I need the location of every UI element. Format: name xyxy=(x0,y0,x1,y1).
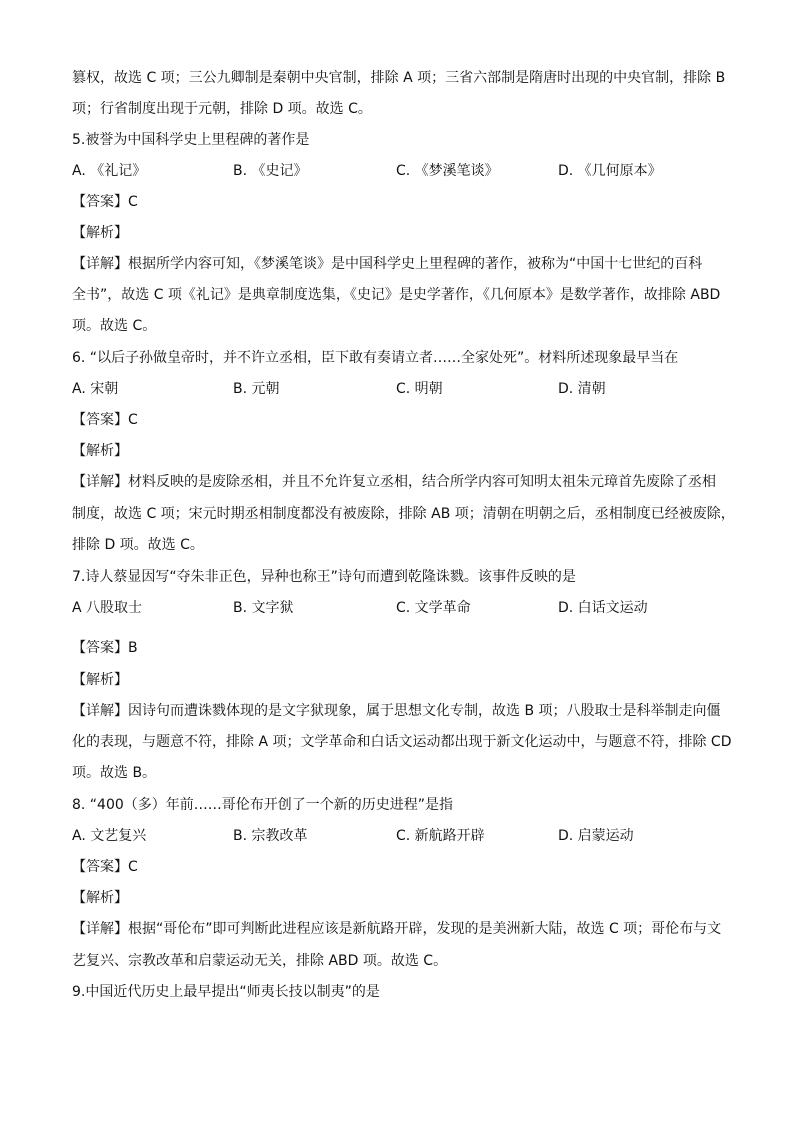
q5-option-c: C. 《梦溪笔谈》 xyxy=(396,163,499,179)
q7-detail-line: 化的表现，与题意不符，排除 A 项；文学革命和白话文运动都出现于新文化运动中，与题意不符，排除 CD xyxy=(72,734,732,750)
q6-option-a: A. 宋朝 xyxy=(72,381,119,397)
q7-option-d: D. 白话文运动 xyxy=(558,600,648,616)
question-6-stem: 6. “以后子孙做皇帝时，并不许立丞相，臣下敢有奏请立者……全家处死”。材料所述现象最早当在 xyxy=(72,350,679,366)
q7-detail-line: 【详解】因诗句而遭诛戮体现的是文字狱现象，属于思想文化专制，故选 B 项；八股取士是科举制走向僵 xyxy=(72,703,721,719)
question-9-stem: 9.中国近代历史上最早提出“师夷长技以制夷”的是 xyxy=(72,984,380,1000)
q8-option-d: D. 启蒙运动 xyxy=(558,828,634,844)
q5-analysis-label: 【解析】 xyxy=(72,225,128,241)
q6-detail-line: 排除 D 项。故选 C。 xyxy=(72,537,204,553)
q8-option-b: B. 宗教改革 xyxy=(233,828,308,844)
question-5-stem: 5.被誉为中国科学史上里程碑的著作是 xyxy=(72,132,310,148)
q8-option-c: C. 新航路开辟 xyxy=(396,828,485,844)
question-7-stem: 7.诗人蔡显因写“夺朱非正色，异种也称王”诗句而遭到乾隆诛戮。该事件反映的是 xyxy=(72,569,576,585)
q6-option-c: C. 明朝 xyxy=(396,381,443,397)
q6-detail-line: 【详解】材料反映的是废除丞相，并且不允许复立丞相，结合所学内容可知明太祖朱元璋首先废除了丞相 xyxy=(72,474,716,490)
q6-analysis-label: 【解析】 xyxy=(72,443,128,459)
q6-option-d: D. 清朝 xyxy=(558,381,606,397)
question-8-stem: 8. “400（多）年前……哥伦布开创了一个新的历史进程”是指 xyxy=(72,797,454,813)
q7-option-c: C. 文学革命 xyxy=(396,600,471,616)
q6-option-b: B. 元朝 xyxy=(233,381,280,397)
q7-option-b: B. 文字狱 xyxy=(233,600,294,616)
q7-answer: 【答案】B xyxy=(72,640,138,656)
q8-option-a: A. 文艺复兴 xyxy=(72,828,147,844)
q5-answer: 【答案】C xyxy=(72,194,138,210)
q8-answer: 【答案】C xyxy=(72,859,138,875)
q8-analysis-label: 【解析】 xyxy=(72,890,128,906)
q6-detail-line: 制度，故选 C 项；宋元时期丞相制度都没有被废除，排除 AB 项；清朝在明朝之后，丞相制度已经被废除， xyxy=(72,506,735,522)
q7-option-a: A 八股取士 xyxy=(72,600,143,616)
q7-detail-line: 项。故选 B。 xyxy=(72,765,157,781)
q5-option-a: A. 《礼记》 xyxy=(72,163,147,179)
q5-option-d: D. 《几何原本》 xyxy=(558,163,662,179)
q6-answer: 【答案】C xyxy=(72,412,138,428)
prev-analysis-line: 项；行省制度出现于元朝，排除 D 项。故选 C。 xyxy=(72,101,372,117)
q5-option-b: B. 《史记》 xyxy=(233,163,308,179)
q5-detail-line: 项。故选 C。 xyxy=(72,318,157,334)
q7-analysis-label: 【解析】 xyxy=(72,672,128,688)
prev-analysis-line: 篡权，故选 C 项；三公九卿制是秦朝中央官制，排除 A 项；三省六部制是隋唐时出现的中央官制，排除 B xyxy=(72,70,726,86)
q5-detail-line: 【详解】根据所学内容可知，《梦溪笔谈》是中国科学史上里程碑的著作，被称为“中国十七世纪的百科 xyxy=(72,256,703,272)
q8-detail-line: 艺复兴、宗教改革和启蒙运动无关，排除 ABD 项。故选 C。 xyxy=(72,953,448,969)
q5-detail-line: 全书”，故选 C 项《礼记》是典章制度选集，《史记》是史学著作，《几何原本》是数学著作，故排除 ABD xyxy=(72,287,721,303)
q8-detail-line: 【详解】根据“哥伦布”即可判断此进程应该是新航路开辟，发现的是美洲新大陆，故选 C 项；哥伦布与文 xyxy=(72,921,722,937)
